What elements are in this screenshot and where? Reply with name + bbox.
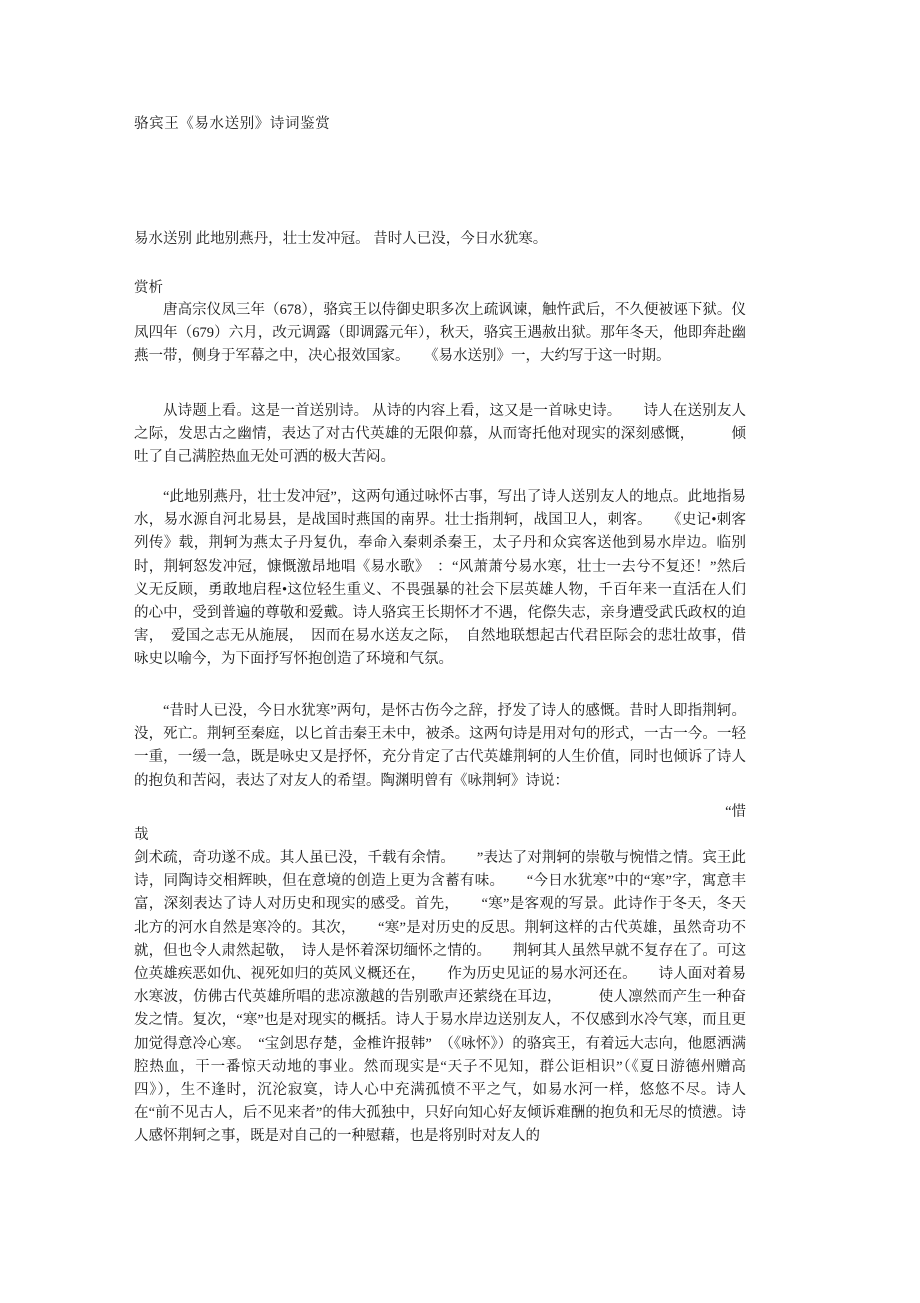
poem-text: 易水送别 此地别燕丹，壮士发冲冠。 昔时人已没，今日水犹寒。: [134, 231, 548, 247]
paragraph-theme: 从诗题上看。这是一首送别诗。 从诗的内容上看，这又是一首咏史诗。 诗人在送别友人之际，发思古之幽情，表达了对古代英雄的无限仰慕，从而寄托他对现实的深刻感慨， 倾吐了自己满腔热血无处可洒的极大苦闷。: [134, 403, 746, 466]
paragraph-background: 唐高宗仪凤三年（678），骆宾王以侍御史职多次上疏讽谏，触忤武后，不久便被诬下狱。仪凤四年（679）六月，改元调露（即调露元年），秋天，骆宾王遇赦出狱。那年冬天，他即奔赴幽燕一带，侧身于军幕之中，决心报效国家。 《易水送别》一，大约写于这一时期。: [134, 302, 746, 365]
paragraph-tao-quote-continuation: 哉: [134, 827, 149, 843]
paragraph-second-couplet: “昔时人已没，今日水犹寒”两句，是怀古伤今之辞，抒发了诗人的感慨。昔时人即指荆轲。没，死亡。荆轲至秦庭，以匕首击秦王未中，被杀。这两句诗是用对句的形式，一古一今。一轻一重，一缓一急，既是咏史又是抒怀，充分肯定了古代英雄荆轲的人生价值，同时也倾诉了诗人的抱负和苦闷，表达了对友人的希望。陶渊明曾有《咏荆轲》诗说：: [134, 703, 746, 789]
paragraph-cold-analysis: 剑术疏，奇功遂不成。其人虽已没，千载有余情。 ”表达了对荆轲的崇敬与惋惜之情。宾王此诗，同陶诗交相辉映，但在意境的创造上更为含蓄有味。 “今日水犹寒”中的“寒”字，寓意丰富，深刻表达了诗人对历史和现实的感受。首先， “寒”是客观的写景。此诗作于冬天，冬天北方的河水自然是寒冷的。其次， “寒”是对历史的反思。荆轲这样的古代英雄，虽然奇功不就，但也令人肃然起敬， 诗人是怀着深切缅怀之情的。 荆轲其人虽然早就不复存在了。可这位英雄疾恶如仇、视死如归的英风义概还在， 作为历史见证的易水河还在。 诗人面对着易水寒波，仿佛古代英雄所唱的悲凉激越的告别歌声还萦绕在耳边， 使人凛然而产生一种奋发之情。复次，“寒”也是对现实的概括。诗人于易水岸边送别友人，不仅感到水冷气寒，而且更加觉得意冷心寒。 “宝剑思存楚，金椎许报韩” （《咏怀》）的骆宾王，有着远大志向，他愿洒满腔热血，干一番惊天动地的事业。然而现实是“天子不见知，群公讵相识”（《夏日游德州赠高四》），生不逢时，沉沦寂寞，诗人心中充满孤愤不平之气，如易水河一样，悠悠不尽。诗人在“前不见古人，后不见来者”的伟大孤独中，只好向知心好友倾诉难酬的抱负和无尽的愤懑。诗人感怀荆轲之事，既是对自己的一种慰藉，也是将别时对友人的: [134, 850, 746, 1145]
page-title: 骆宾王《易水送别》诗词鉴赏: [134, 116, 331, 132]
paragraph-first-couplet: “此地别燕丹，壮士发冲冠”，这两句通过咏怀古事，写出了诗人送别友人的地点。此地指易水，易水源自河北易县，是战国时燕国的南界。壮士指荆轲，战国卫人，刺客。 《史记•刺客列传》载，荆轲为燕太子丹复仇，奉命入秦刺杀秦王，太子丹和众宾客送他到易水岸边。临别时，荆轲怒发冲冠，慷慨激昂地唱《易水歌》 ：“风萧萧兮易水寒，壮士一去兮不复还！”然后义无反顾，勇敢地启程•这位轻生重义、不畏强暴的社会下层英雄人物，千百年来一直活在人们的心中，受到普遍的尊敬和爱戴。诗人骆宾王长期怀才不遇，侘傺失志，亲身遭受武氏政权的迫害， 爱国之志无从施展， 因而在易水送友之际， 自然地联想起古代君臣际会的悲壮故事，借咏史以喻今，为下面抒写怀抱创造了环境和气氛。: [134, 489, 746, 668]
paragraph-tao-quote-open: “惜: [725, 804, 746, 820]
section-heading-appreciation: 赏析: [134, 280, 163, 296]
